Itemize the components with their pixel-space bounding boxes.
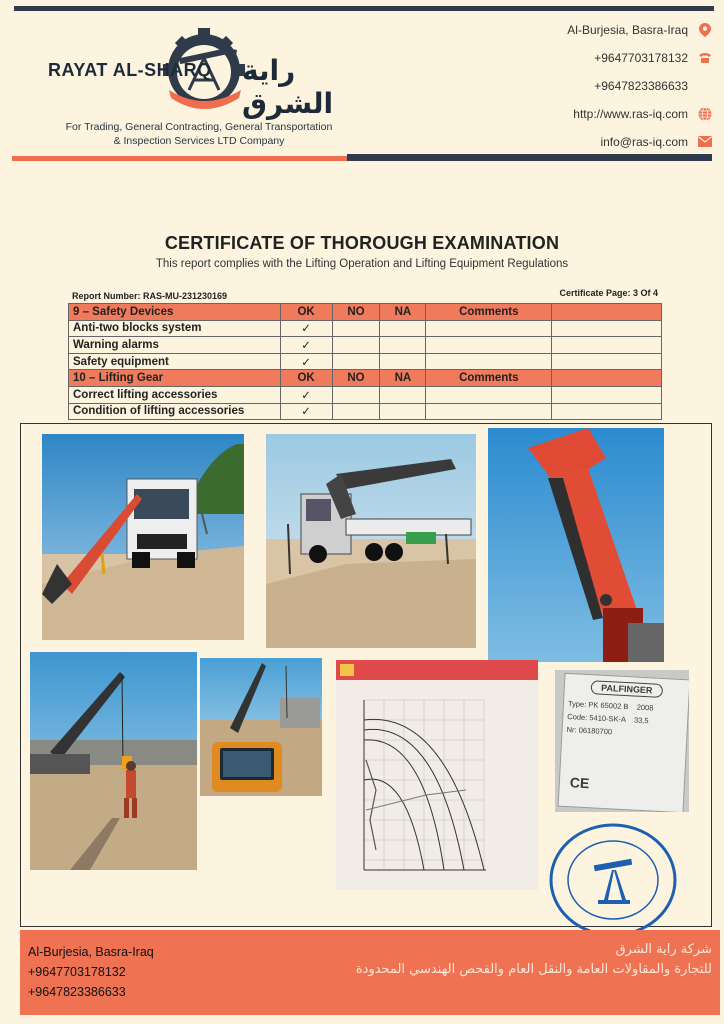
ok-check: ✓ (280, 337, 332, 354)
footer-arabic-line-1: شركة راية الشرق (615, 942, 712, 957)
photo-load-indicator (200, 658, 322, 796)
contact-phone-2 (492, 74, 712, 97)
contact-phone-1 (492, 46, 712, 69)
company-name-ar: راية الشرق (242, 54, 334, 120)
photo-truck-crane-side (266, 434, 476, 648)
footer-arabic-line-2: للتجارة والمقاولات العامة والنقل العام والفحص الهندسي المحدودة (355, 962, 712, 977)
type-value: PK 65002 B (588, 700, 629, 712)
contact-address (492, 18, 712, 41)
document-subtitle: This report complies with the Lifting Operation and Lifting Equipment Regulations (155, 258, 569, 270)
nr-label: Nr: (566, 724, 577, 735)
footer-bar (20, 930, 720, 1015)
col-no: NO (332, 304, 380, 321)
header-top-rule (14, 6, 714, 11)
photo-crane-boom-closeup (488, 428, 664, 662)
company-seal-stamp (548, 822, 678, 938)
footer-contact (28, 942, 154, 1002)
item-label: Safety equipment (69, 353, 281, 370)
location-pin-icon (698, 23, 712, 37)
contact-email (492, 130, 712, 153)
document-title: CERTIFICATE OF THOROUGH EXAMINATION (164, 233, 560, 253)
phone-1-text: +9647703178132 (594, 50, 688, 65)
code-extra: 33,5 (633, 715, 649, 726)
photo-crane-load-test (30, 652, 197, 870)
ok-check: ✓ (280, 386, 332, 403)
examination-table (68, 303, 662, 420)
website-text: http://www.ras-iq.com (573, 106, 688, 121)
nr-value: 06180700 (578, 725, 613, 737)
type-label: Type: (567, 699, 587, 709)
ce-mark: CE (569, 774, 590, 792)
footer-arabic (356, 940, 712, 980)
item-label: Warning alarms (69, 337, 281, 354)
certificate-page-number: Certificate Page: 3 Of 4 (559, 288, 658, 298)
ok-check: ✓ (280, 403, 332, 420)
footer-phone-2: +9647823386633 (28, 985, 126, 999)
col-ok: OK (280, 370, 332, 387)
code-label: Code: (567, 712, 588, 723)
table-row (69, 386, 662, 403)
item-label: Condition of lifting accessories (69, 403, 281, 420)
nameplate-brand: PALFINGER (591, 680, 664, 698)
section-title: 10 – Lifting Gear (69, 370, 281, 387)
report-number: Report Number: RAS-MU-231230169 (72, 291, 228, 301)
col-comments: Comments (426, 370, 552, 387)
col-ok: OK (280, 304, 332, 321)
section-title: 9 – Safety Devices (69, 304, 281, 321)
ok-check: ✓ (280, 353, 332, 370)
phone-icon (698, 51, 712, 65)
tagline-line-2: & Inspection Services LTD Company (113, 135, 285, 147)
footer-address: Al-Burjesia, Basra-Iraq (28, 945, 154, 959)
table-row (69, 320, 662, 337)
contact-website (492, 102, 712, 125)
email-text: info@ras-iq.com (600, 134, 688, 149)
section-header-row (69, 370, 662, 387)
photo-truck-crane-front (42, 434, 244, 640)
photo-crane-nameplate (555, 670, 689, 812)
header-contact-block (492, 18, 712, 158)
nameplate (558, 673, 689, 812)
address-text: Al-Burjesia, Basra-Iraq (567, 22, 688, 37)
item-label: Anti-two blocks system (69, 320, 281, 337)
ok-check: ✓ (280, 320, 332, 337)
footer-phone-1: +9647703178132 (28, 965, 126, 979)
company-logo (44, 20, 344, 147)
year-value: 2008 (636, 702, 654, 713)
item-label: Correct lifting accessories (69, 386, 281, 403)
col-comments: Comments (426, 304, 552, 321)
header-bottom-rule (12, 154, 712, 162)
table-row (69, 353, 662, 370)
globe-icon (698, 107, 712, 121)
code-value: 5410-SK-A (589, 713, 626, 725)
company-name-en: RAYAT AL-SHARQ (48, 60, 212, 80)
company-tagline (44, 120, 354, 148)
col-no: NO (332, 370, 380, 387)
section-header-row (69, 304, 662, 321)
table-row (69, 337, 662, 354)
table-row (69, 403, 662, 420)
envelope-icon (698, 135, 712, 149)
col-na: NA (380, 304, 426, 321)
tagline-line-1: For Trading, General Contracting, General Transportation (65, 121, 333, 133)
photo-load-chart-document (336, 660, 538, 890)
col-na: NA (380, 370, 426, 387)
phone-2-text: +9647823386633 (594, 78, 688, 93)
